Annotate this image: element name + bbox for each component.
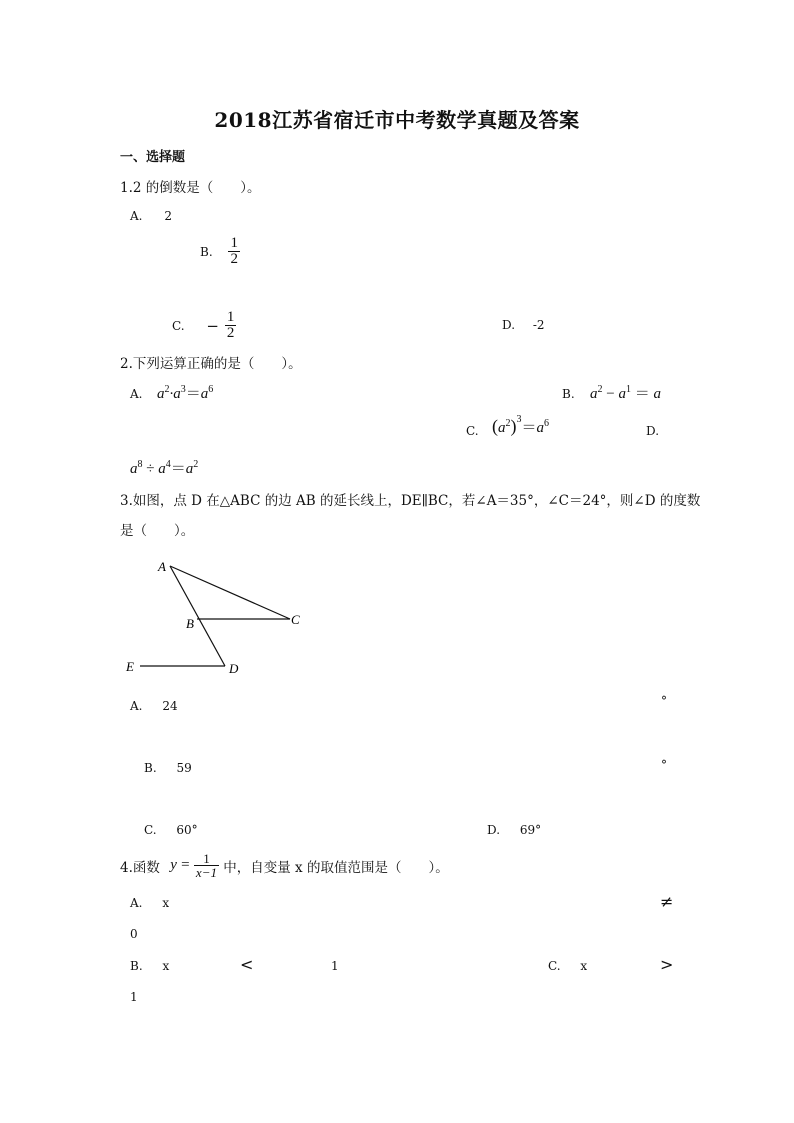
q3-d-value: 69° <box>519 823 542 837</box>
q3-d-label: D. <box>487 823 501 837</box>
label-c: C <box>291 612 300 627</box>
q1-c-fraction <box>225 310 237 341</box>
q4-c-label: C. <box>548 959 561 973</box>
q1-option-d <box>502 318 545 332</box>
q2-c-label: C. <box>466 424 479 438</box>
q1-a-value: 2 <box>164 209 172 223</box>
q4-option-a <box>130 896 169 910</box>
q4-a-symbol: ≠ <box>660 892 674 911</box>
q3-stem-line2: 是（ ）。 <box>120 523 195 539</box>
q4-b-label: B. <box>130 959 143 973</box>
q4-a-label: A. <box>130 896 143 910</box>
triangle-figure <box>110 550 320 685</box>
label-a: A <box>158 559 166 574</box>
q4-c-value: 1 <box>130 990 138 1004</box>
q2-d-expression: $a^8 \div a^4=a^2$ <box>130 459 199 477</box>
q1-option-b <box>200 236 240 267</box>
q1-c-sign: − <box>206 316 219 335</box>
q3-option-b <box>144 761 192 775</box>
q3-b-label: B. <box>144 761 157 775</box>
q2-stem: 2.下列运算正确的是（ ）。 <box>120 356 302 372</box>
q1-c-numerator: 1 <box>226 309 235 325</box>
q4-option-b <box>130 959 169 973</box>
q4-option-c <box>548 959 587 973</box>
section-heading: 一、选择题 <box>120 150 186 165</box>
q1-b-denominator: 2 <box>230 251 238 267</box>
q4-c-var: x <box>580 959 588 973</box>
q4-c-symbol: > <box>660 955 674 974</box>
q4-a-value: 0 <box>130 927 138 941</box>
q4-stem-post: 中，自变量 x 的取值范围是（ ）。 <box>223 859 449 876</box>
q4-fn-eq: = <box>181 857 190 873</box>
q2-a-label: A. <box>130 387 143 401</box>
q4-fn-denominator: x−1 <box>195 865 217 880</box>
q1-c-label: C. <box>172 318 185 333</box>
q4-fn-numerator: 1 <box>194 852 219 866</box>
q3-b-degree: ° <box>661 758 667 772</box>
q1-a-label: A. <box>130 209 143 223</box>
q1-d-value: -2 <box>532 318 545 332</box>
segment-ad <box>170 566 225 666</box>
q1-b-fraction <box>228 236 240 267</box>
label-e: E <box>126 659 134 674</box>
q2-a-expression: $a^2\cdot a^3=a^6$ <box>157 384 214 402</box>
q3-a-label: A. <box>130 699 143 713</box>
q3-a-value: 24 <box>162 699 178 713</box>
q2-b-expression: $a^2 - a^1 = a$ <box>590 384 661 402</box>
q2-b-label: B. <box>562 387 575 401</box>
label-b: B <box>186 616 194 631</box>
q3-option-d <box>487 823 541 837</box>
label-d: D <box>229 661 239 676</box>
page-title: 2018江苏省宿迁市中考数学真题及答案 <box>214 108 580 132</box>
q3-stem-line1: 3.如图，点 D 在△ABC 的边 AB 的延长线上，DE∥BC，若∠A＝35°，∠C＝24°，则∠D 的度数 <box>120 493 701 509</box>
q1-b-numerator: 1 <box>230 235 238 251</box>
q4-stem-pre: 4.函数 <box>120 859 160 876</box>
q3-c-value: 60° <box>176 823 198 837</box>
q1-stem: 1.2 的倒数是（ ）。 <box>120 180 261 196</box>
q2-d-label: D. <box>646 424 660 438</box>
q4-a-var: x <box>162 896 170 910</box>
q1-option-a <box>130 209 172 223</box>
q3-option-a <box>130 699 178 713</box>
q2-c-expression: $(a^2)^3=a^6$ <box>492 414 550 436</box>
q1-b-label: B. <box>200 244 213 259</box>
q4-stem <box>120 852 449 879</box>
q3-b-value: 59 <box>176 761 192 775</box>
q4-fn-y: y <box>170 857 177 873</box>
q4-b-value: 1 <box>331 959 339 973</box>
q1-d-label: D. <box>502 318 516 332</box>
q1-option-c <box>172 310 236 341</box>
segment-ac <box>170 566 290 619</box>
q1-c-denominator: 2 <box>226 325 235 341</box>
q4-b-symbol: < <box>240 955 254 974</box>
q3-a-degree: ° <box>661 694 667 708</box>
q3-option-c <box>144 823 198 837</box>
q4-fn-fraction <box>194 852 219 879</box>
q4-b-var: x <box>162 959 170 973</box>
q3-c-label: C. <box>144 823 157 837</box>
